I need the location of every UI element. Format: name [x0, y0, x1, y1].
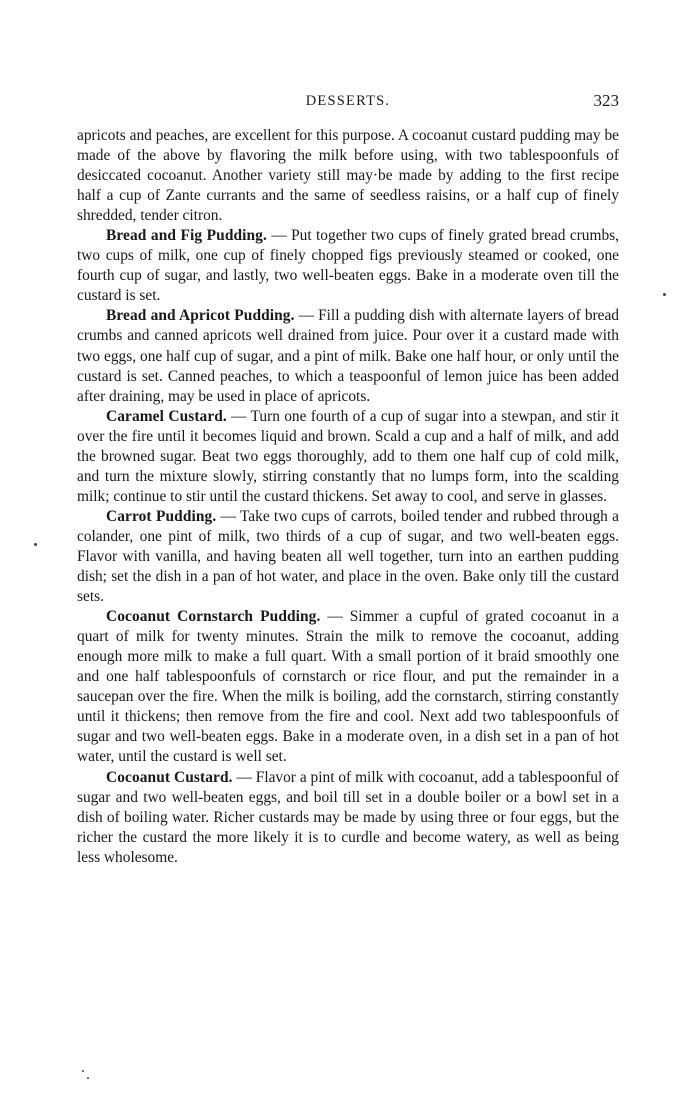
recipe-text: — Fill a pudding dish with alternate layers of bread crumbs and canned apricots well drained from juice. Pour over it a custard made with two eggs, one half cup of sugar, and a pint of milk. Bake one half hour, or only until the custard is set. Canned peaches, to which a teaspoonful of lemon juice has been added after draining, may be used in place of apricots.: [77, 307, 619, 405]
scan-speck: [34, 543, 37, 546]
recipe-text: — Take two cups of carrots, boiled tender and rubbed through a colander, one pint of milk, two thirds of a cup of sugar, and two well-beaten eggs. Flavor with vanilla, and having beaten all well together, turn into an earthen pudding dish; set the dish in a pan of hot water, and place in the oven. Bake only till the custard sets.: [77, 507, 619, 606]
recipe-carrot-pudding: [77, 507, 619, 607]
recipe-text: — Simmer a cupful of grated cocoanut in a quart of milk for twenty minutes. Strain the milk to remove the cocoanut, adding enough more milk to make a full quart. With a small portion of it braid smoothly one and one half tablespoonfuls of cornstarch or rice flour, and put the remainder in a saucepan over the fire. When the milk is boiling, add the cornstarch, stirring constantly until it thickens; then remove from the fire and cool. Next add two tablespoonfuls of sugar and two well-beaten eggs. Bake in a moderate oven, in a dish set in a pan of hot water, until the custard is well set.: [77, 608, 620, 766]
recipe-text: — Flavor a pint of milk with cocoanut, add a tablespoonful of sugar and two well-beaten eggs, and boil till set in a double boiler or a bowl set in a dish of boiling water. Richer custards may be made by using three or four eggs, but the richer the custard the more likely it is to curdle and become watery, as well as being less wholesome.: [77, 768, 620, 866]
recipe-text: — Put together two cups of finely grated bread crumbs, two cups of milk, one cup of finely chopped figs previously steamed or cooked, one fourth cup of sugar, and lastly, two well-beaten eggs. Bake in a moderate oven till the custard is set.: [77, 227, 619, 305]
body-text: [77, 126, 619, 868]
page-number: 323: [593, 91, 619, 110]
recipe-caramel-custard: [77, 407, 619, 507]
recipe-cocoanut-custard: [77, 768, 619, 868]
recipe-title: Cocoanut Cornstarch Pudding.: [106, 608, 321, 626]
paragraph-continued: [77, 126, 619, 226]
running-head: [77, 91, 619, 113]
recipe-title: Bread and Fig Pudding.: [106, 227, 267, 245]
recipe-text: — Turn one fourth of a cup of sugar into a stewpan, and stir it over the fire until it becomes liquid and brown. Scald a cup and a half of milk, and add the browned sugar. Beat two eggs thoroughly, add to them one half cup of cold milk, and turn the mixture slowly, stirring constantly that no lumps form, into the scalding milk; continue to stir until the custard thickens. Set away to cool, and serve in glasses.: [77, 407, 619, 505]
running-title: DESSERTS.: [305, 93, 391, 109]
scan-speck: [87, 1077, 89, 1079]
recipe-title: Bread and Apricot Pudding.: [106, 307, 295, 325]
scan-speck: [82, 1070, 84, 1072]
recipe-bread-and-apricot-pudding: [77, 306, 619, 406]
recipe-title: Carrot Pudding.: [106, 507, 217, 525]
recipe-bread-and-fig-pudding: [77, 226, 619, 306]
recipe-title: Cocoanut Custard.: [106, 768, 233, 786]
recipe-title: Caramel Custard.: [106, 407, 227, 425]
paragraph-text: apricots and peaches, are excellent for this purpose. A cocoanut custard pudding may be made of the above by flavoring the milk before using, with two tablespoonfuls of desiccated cocoanut. Another variety still may·be made by adding to the first recipe half a cup of Zante currants and the same of seedless raisins, or a half cup of finely shredded, tender citron.: [77, 127, 619, 225]
scan-speck: [663, 293, 666, 296]
recipe-cocoanut-cornstarch-pudding: [77, 607, 619, 767]
